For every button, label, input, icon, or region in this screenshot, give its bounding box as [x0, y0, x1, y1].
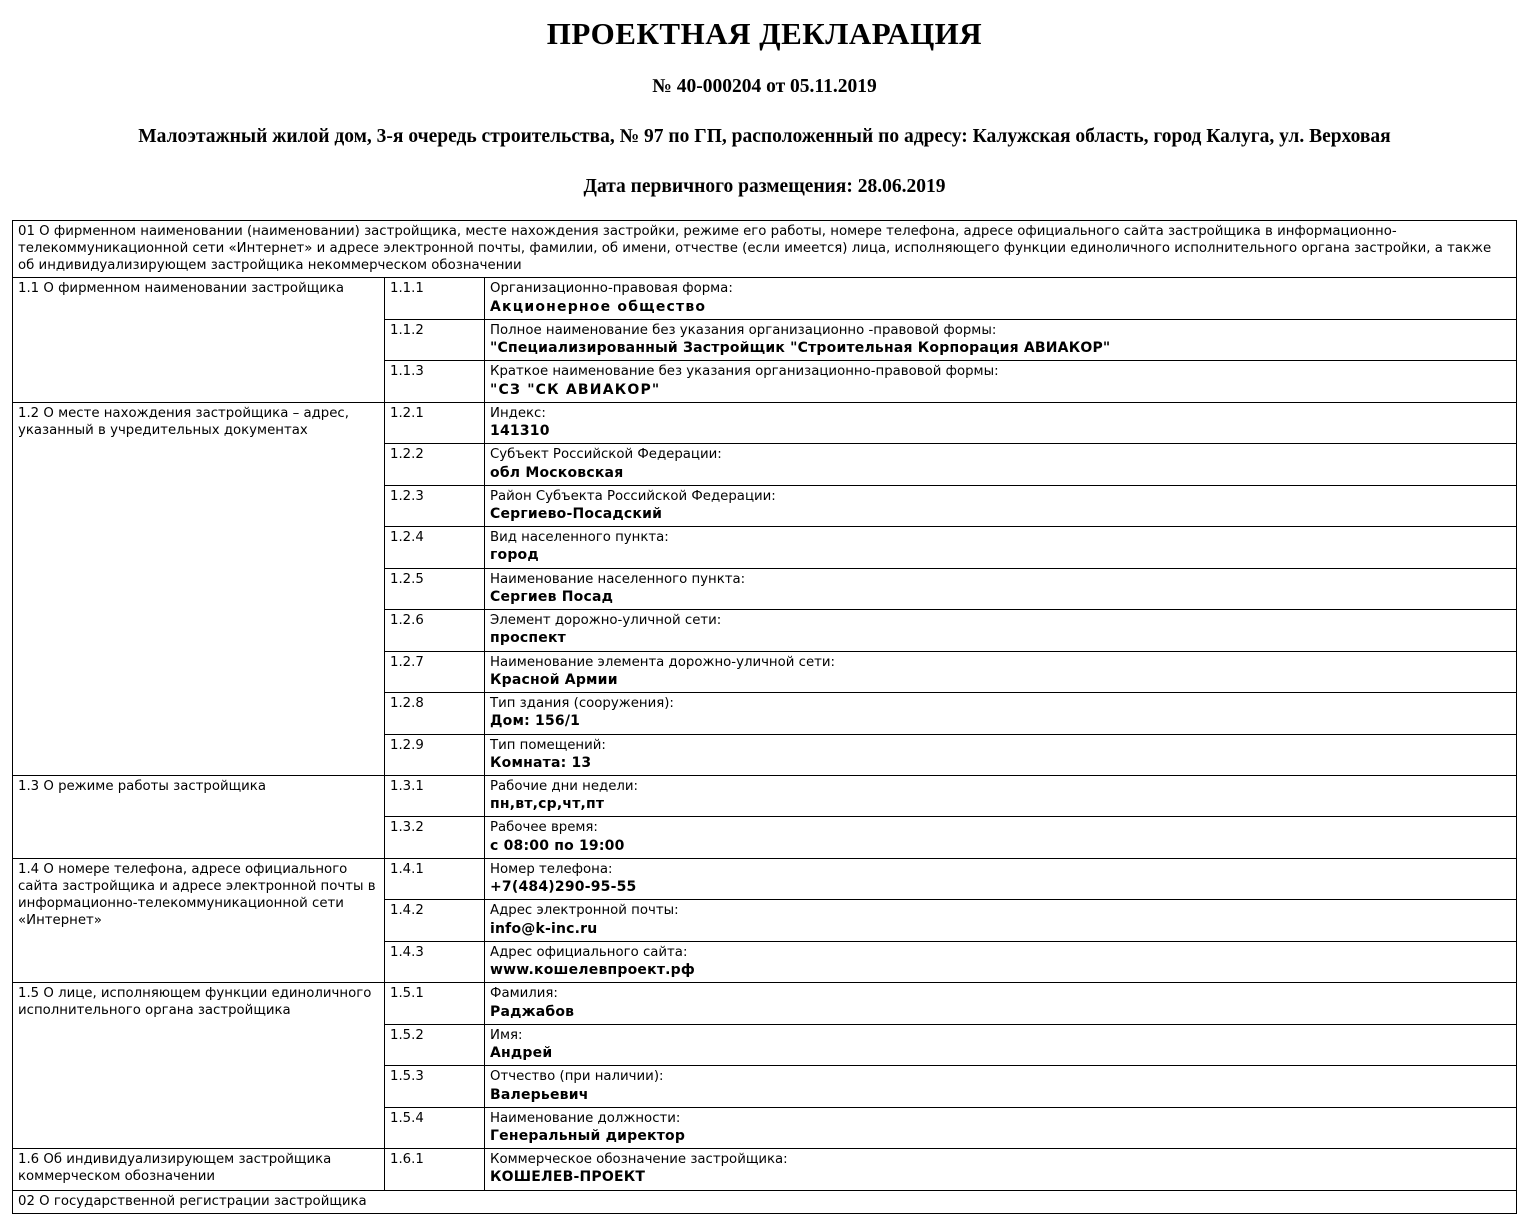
- row-label: Отчество (при наличии):: [490, 1069, 664, 1085]
- row-value: с 08:00 по 19:00: [490, 837, 625, 854]
- row-value: info@k-inc.ru: [490, 920, 598, 937]
- row-code: 1.5.2: [385, 1024, 485, 1065]
- row-value-cell: [485, 775, 1517, 816]
- row-code: 1.2.2: [385, 444, 485, 485]
- row-value-cell: [485, 693, 1517, 734]
- row-value: Красной Армии: [490, 671, 618, 688]
- row-label: Адрес электронной почты:: [490, 903, 679, 919]
- row-label: Фамилия:: [490, 986, 558, 1002]
- row-value-cell: [485, 1149, 1517, 1190]
- row-value: Раджабов: [490, 1003, 575, 1020]
- row-label: Вид населенного пункта:: [490, 530, 669, 546]
- table-row: [13, 1190, 1517, 1213]
- row-label: Рабочее время:: [490, 820, 598, 836]
- row-code: 1.2.5: [385, 568, 485, 609]
- section-header-01: 01 О фирменном наименовании (наименовании) застройщика, месте нахождения застройки, режиме его работы, номере телефона, адресе официального сайта застройщика в информационно-телекоммуникационной сети «Интернет» и адресе электронной почты, фамилии, об имени, отчестве (если имеется) лица, исполняющего функции единоличного исполнительного органа застройки, а также об индивидуализирующем застройщика некоммерческом обозначении: [13, 221, 1517, 278]
- row-code: 1.2.6: [385, 610, 485, 651]
- declaration-table: [12, 220, 1517, 1213]
- document-initial-date: Дата первичного размещения: 28.06.2019: [583, 176, 946, 198]
- row-value-cell: [485, 858, 1517, 899]
- row-value: 141310: [490, 423, 550, 440]
- section-header-02: 02 О государственной регистрации застройщика: [13, 1190, 1517, 1213]
- row-code: 1.3.2: [385, 817, 485, 858]
- row-value: "Специализированный Застройщик "Строительная Корпорация АВИАКОР": [490, 340, 1111, 357]
- row-value-cell: [485, 319, 1517, 360]
- row-label: Коммерческое обозначение застройщика:: [490, 1152, 788, 1168]
- table-row: [13, 1149, 1517, 1190]
- row-value: Дом: 156/1: [490, 713, 581, 730]
- group-label-1-4: 1.4 О номере телефона, адресе официального сайта застройщика и адресе электронной почты в информационно-телекоммуникационной сети «Интернет»: [13, 858, 385, 982]
- row-code: 1.2.7: [385, 651, 485, 692]
- group-label-1-5: 1.5 О лице, исполняющем функции единоличного исполнительного органа застройщика: [13, 983, 385, 1149]
- row-code: 1.2.1: [385, 402, 485, 443]
- row-label: Адрес официального сайта:: [490, 944, 688, 960]
- table-row: [13, 402, 1517, 443]
- table-row: [13, 858, 1517, 899]
- row-value-cell: [485, 402, 1517, 443]
- row-value-cell: [485, 278, 1517, 319]
- row-label: Номер телефона:: [490, 861, 613, 877]
- row-code: 1.2.3: [385, 485, 485, 526]
- row-code: 1.4.1: [385, 858, 485, 899]
- row-value: КОШЕЛЕВ-ПРОЕКТ: [490, 1169, 646, 1186]
- row-value: Комната: 13: [490, 754, 592, 771]
- row-value: Андрей: [490, 1045, 553, 1062]
- row-label: Индекс:: [490, 405, 546, 421]
- row-value-cell: [485, 651, 1517, 692]
- row-label: Элемент дорожно-уличной сети:: [490, 613, 722, 629]
- row-value: проспект: [490, 630, 566, 647]
- row-code: 1.2.4: [385, 527, 485, 568]
- row-value-cell: [485, 568, 1517, 609]
- row-label: Имя:: [490, 1027, 523, 1043]
- row-value-cell: [485, 1066, 1517, 1107]
- row-code: 1.1.2: [385, 319, 485, 360]
- row-value-cell: [485, 983, 1517, 1024]
- row-label: Наименование элемента дорожно-уличной сети:: [490, 654, 835, 670]
- group-label-1-3: 1.3 О режиме работы застройщика: [13, 775, 385, 858]
- table-row: [13, 221, 1517, 278]
- row-code: 1.1.1: [385, 278, 485, 319]
- row-value: Сергиево-Посадский: [490, 505, 663, 522]
- row-value: www.кошелевпроект.рф: [490, 962, 695, 979]
- table-row: [13, 278, 1517, 319]
- document-object-description: Малоэтажный жилой дом, 3-я очередь строительства, № 97 по ГП, расположенный по адресу: Калужская область, город Калуга, ул. Верховая: [138, 126, 1391, 147]
- row-label: Краткое наименование без указания организационно-правовой формы:: [490, 364, 999, 380]
- row-value-cell: [485, 485, 1517, 526]
- row-code: 1.2.8: [385, 693, 485, 734]
- row-label: Наименование должности:: [490, 1110, 681, 1126]
- row-code: 1.5.1: [385, 983, 485, 1024]
- row-value-cell: [485, 444, 1517, 485]
- row-code: 1.1.3: [385, 361, 485, 402]
- row-value-cell: [485, 527, 1517, 568]
- row-value: +7(484)290-95-55: [490, 879, 637, 896]
- row-code: 1.6.1: [385, 1149, 485, 1190]
- row-value-cell: [485, 1107, 1517, 1148]
- row-value: "СЗ "СК АВИАКОР": [490, 381, 661, 398]
- group-label-1-6: 1.6 Об индивидуализирующем застройщика коммерческом обозначении: [13, 1149, 385, 1190]
- row-label: Полное наименование без указания организационно -правовой формы:: [490, 322, 997, 338]
- row-value: Акционерное общество: [490, 298, 707, 315]
- row-value: пн,вт,ср,чт,пт: [490, 796, 605, 813]
- row-code: 1.4.2: [385, 900, 485, 941]
- row-value-cell: [485, 361, 1517, 402]
- row-value-cell: [485, 900, 1517, 941]
- row-code: 1.5.4: [385, 1107, 485, 1148]
- row-value: город: [490, 547, 539, 564]
- row-value-cell: [485, 817, 1517, 858]
- row-code: 1.3.1: [385, 775, 485, 816]
- row-value: обл Московская: [490, 464, 624, 481]
- page-title: ПРОЕКТНАЯ ДЕКЛАРАЦИЯ: [546, 16, 983, 51]
- table-row: [13, 775, 1517, 816]
- row-code: 1.2.9: [385, 734, 485, 775]
- row-value: Валерьевич: [490, 1086, 589, 1103]
- row-label: Субъект Российской Федерации:: [490, 447, 722, 463]
- row-code: 1.4.3: [385, 941, 485, 982]
- row-value-cell: [485, 734, 1517, 775]
- row-code: 1.5.3: [385, 1066, 485, 1107]
- row-value-cell: [485, 610, 1517, 651]
- row-value-cell: [485, 941, 1517, 982]
- row-label: Рабочие дни недели:: [490, 778, 639, 794]
- row-label: Наименование населенного пункта:: [490, 571, 746, 587]
- table-row: [13, 983, 1517, 1024]
- row-label: Район Субъекта Российской Федерации:: [490, 488, 776, 504]
- row-value: Генеральный директор: [490, 1128, 686, 1145]
- row-label: Тип помещений:: [490, 737, 606, 753]
- row-label: Тип здания (сооружения):: [490, 696, 674, 712]
- row-value-cell: [485, 1024, 1517, 1065]
- row-value: Сергиев Посад: [490, 588, 614, 605]
- row-label: Организационно-правовая форма:: [490, 281, 733, 297]
- document-number: № 40-000204 от 05.11.2019: [652, 76, 877, 97]
- group-label-1-2: 1.2 О месте нахождения застройщика – адрес, указанный в учредительных документах: [13, 402, 385, 775]
- group-label-1-1: 1.1 О фирменном наименовании застройщика: [13, 278, 385, 402]
